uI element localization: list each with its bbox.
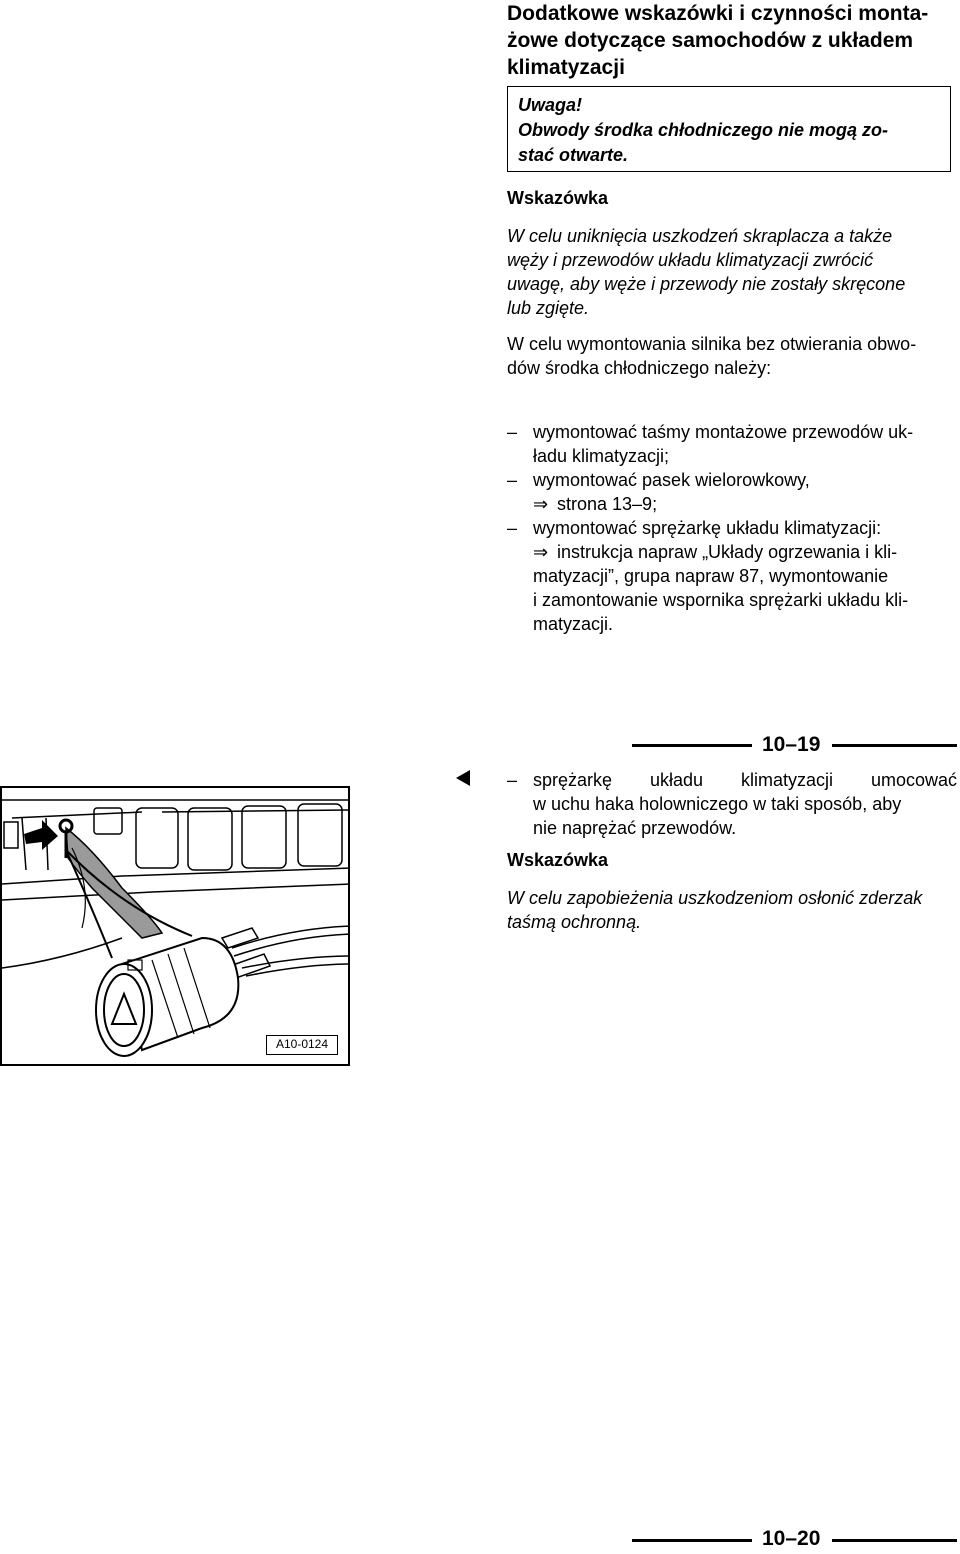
reference-text: instrukcja napraw „Układy ogrzewania i kli- [557,542,898,562]
note-line: węży i przewodów układu klimatyzacji zwrócić [507,250,874,270]
step-line: nie naprężać przewodów. [533,818,737,838]
dash-bullet: – [507,770,518,790]
step-item [507,468,957,516]
figure-pointer-icon [456,770,470,786]
compressor-drawing [2,788,350,1066]
step-line: wymontować sprężarkę układu klimatyzacji: [533,518,882,538]
reference-line: matyzacji”, grupa napraw 87, wymontowanie [533,566,889,586]
intro-line: W celu wymontowania silnika bez otwierania obwo- [507,334,917,354]
dash-bullet: – [507,470,518,490]
step-line: sprężarkę układu klimatyzacji umocować [533,770,957,790]
intro-paragraph [507,332,957,380]
step-line: wymontować pasek wielorowkowy, [533,470,810,490]
section-number: 10–19 [758,733,824,757]
step-line: ładu klimatyzacji; [533,446,670,466]
reference-text: strona 13–9; [557,494,658,514]
note-line: lub zgięte. [507,298,590,318]
note-line: W celu uniknięcia uszkodzeń skraplacza a także [507,226,893,246]
warning-title: Uwaga! [518,95,583,115]
step-item [507,516,957,636]
note-label: Wskazówka [507,850,609,870]
reference-line: matyzacji. [533,614,614,634]
dash-bullet: – [507,422,518,442]
note-label: Wskazówka [507,188,609,208]
double-arrow-icon: ⇒ [533,494,549,514]
warning-box [507,86,951,172]
note-line: uwagę, aby węże i przewody nie zostały skręcone [507,274,906,294]
note-line: W celu zapobieżenia uszkodzeniom osłonić zderzak [507,888,923,908]
reference-line: i zamontowanie wspornika sprężarki układu kli- [533,590,909,610]
page-rule-right [832,1539,957,1542]
section-rule-left [632,744,752,747]
heading-line: Dodatkowe wskazówki i czynności monta- [507,2,929,25]
heading-line: klimatyzacji [507,56,625,79]
warning-line: stać otwarte. [518,145,629,165]
section-rule-right [832,744,957,747]
dash-bullet: – [507,518,518,538]
page-rule-left [632,1539,752,1542]
warning-line: Obwody środka chłodniczego nie mogą zo- [518,120,889,140]
compressor-illustration [0,786,350,1066]
step-item [507,420,957,468]
intro-line: dów środka chłodniczego należy: [507,358,772,378]
step-item [507,768,957,840]
step-line: w uchu haka holowniczego w taki sposób, aby [533,794,902,814]
note-text [507,886,957,934]
note-text [507,224,957,320]
figure-label: A10-0124 [266,1035,338,1055]
page-number: 10–20 [758,1527,824,1551]
step-line: wymontować taśmy montażowe przewodów uk- [533,422,914,442]
cross-reference [533,540,957,564]
heading-line: żowe dotyczące samochodów z układem [507,29,914,52]
note-line: taśmą ochronną. [507,912,642,932]
double-arrow-icon: ⇒ [533,542,549,562]
cross-reference [533,492,957,516]
section-heading [507,0,957,81]
